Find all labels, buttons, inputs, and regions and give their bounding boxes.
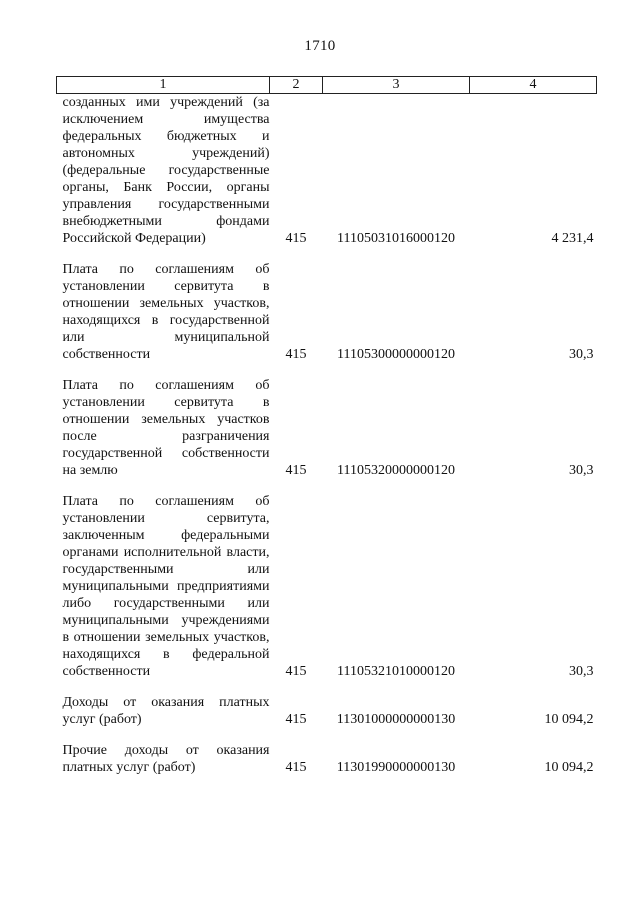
table-body (57, 94, 597, 777)
row-classification-code: 11105321010000120 (337, 664, 455, 679)
header-col-4: 4 (470, 77, 597, 94)
row-spacer (57, 680, 597, 694)
row-spacer (57, 247, 597, 261)
table-row (57, 377, 597, 479)
row-admin-code: 415 (285, 712, 307, 727)
row-amount: 30,3 (569, 664, 594, 679)
row-amount: 30,3 (569, 463, 594, 478)
row-name: Плата по соглашениям об установлении сервитута в отношении земельных участков, находящихся в государственной или муниципальной собственности (62, 262, 270, 362)
row-amount: 10 094,2 (544, 712, 594, 727)
table-row (57, 94, 597, 248)
row-classification-code: 11105031016000120 (337, 231, 455, 246)
row-amount: 30,3 (569, 347, 594, 362)
row-admin-code: 415 (285, 231, 307, 246)
budget-table (56, 76, 597, 776)
row-spacer (57, 479, 597, 493)
header-col-2: 2 (270, 77, 323, 94)
table-row (57, 261, 597, 363)
table-row (57, 493, 597, 680)
row-classification-code: 11301990000000130 (336, 760, 456, 775)
table-row (57, 694, 597, 728)
table-header (57, 77, 597, 94)
table-row (57, 742, 597, 776)
row-amount: 4 231,4 (551, 231, 594, 246)
row-name: Прочие доходы от оказания платных услуг (работ) (62, 743, 270, 775)
row-name: Плата по соглашениям об установлении сервитута в отношении земельных участков после разграничения государственной собственности на землю (62, 378, 270, 478)
row-amount: 10 094,2 (544, 760, 594, 775)
row-admin-code: 415 (285, 760, 307, 775)
row-admin-code: 415 (285, 463, 307, 478)
header-row (57, 77, 597, 94)
row-name: Доходы от оказания платных услуг (работ) (62, 695, 270, 727)
row-spacer (57, 728, 597, 742)
row-classification-code: 11105300000000120 (337, 347, 455, 362)
row-admin-code: 415 (285, 347, 307, 362)
row-classification-code: 11105320000000120 (337, 463, 455, 478)
row-classification-code: 11301000000000130 (336, 712, 456, 727)
row-name: Плата по соглашениям об установлении сервитута, заключенным федеральными органами исполнительной власти, государственными или муниципальными предприятиями либо государственными или муниципальными учреждениями в отношении земельных участков, находящихся в федеральной собственности (62, 494, 270, 679)
row-spacer (57, 363, 597, 377)
row-name: созданных ими учреждений (за исключением имущества федеральных бюджетных и автономных учреждений) (федеральные государственные органы, Банк России, органы управления государственными внебюджетными фондами Российской Федерации) (62, 95, 270, 246)
header-col-3: 3 (323, 77, 470, 94)
header-col-1: 1 (57, 77, 270, 94)
page-number: 1710 (304, 38, 336, 54)
row-admin-code: 415 (285, 664, 307, 679)
